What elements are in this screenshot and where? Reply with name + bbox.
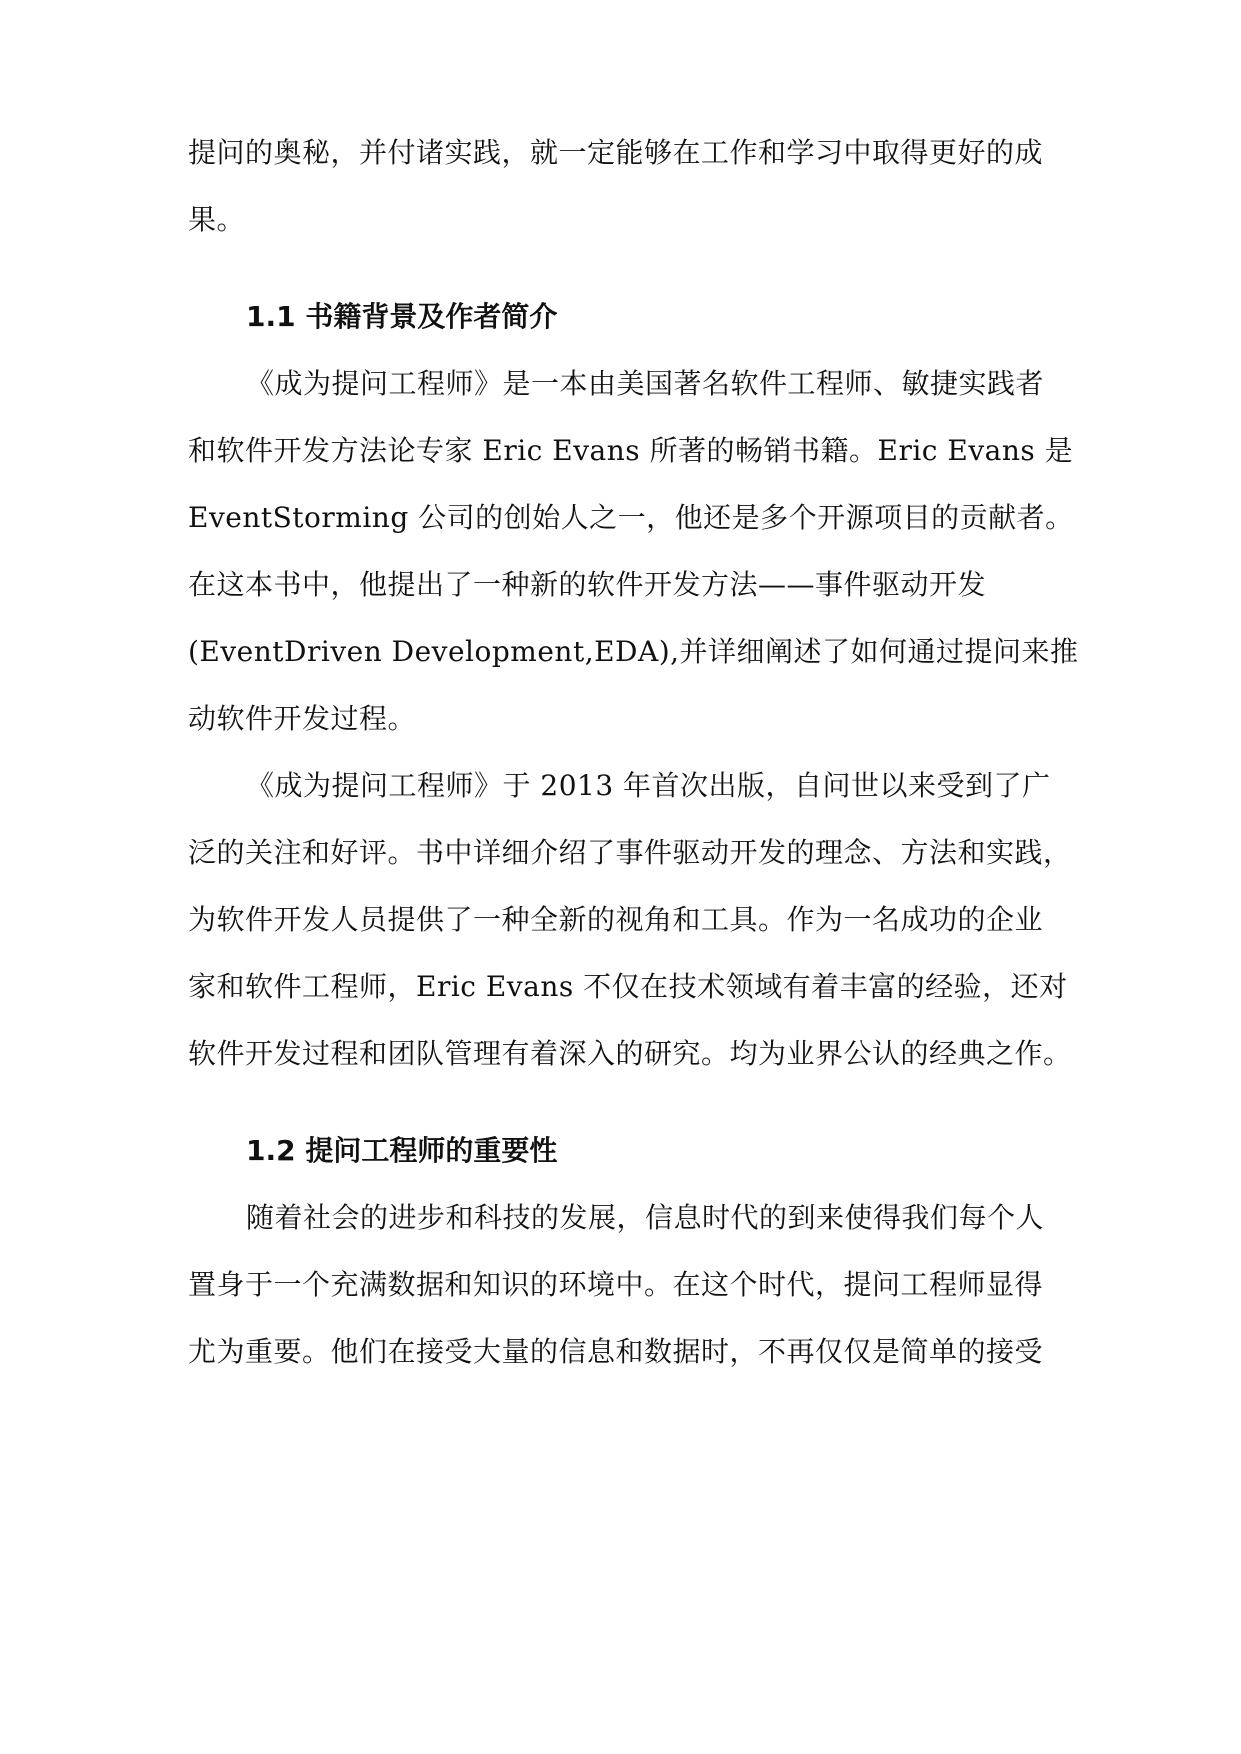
section-1-para-2-line-1: 《成为提问工程师》于 2013 年首次出版，自问世以来受到了广 (246, 769, 1051, 802)
section-1-para-1-line-5: (EventDriven Development,EDA),并详细阐述了如何通过提问来推 (188, 635, 1079, 668)
section-1-para-2-line-2: 泛的关注和好评。书中详细介绍了事件驱动开发的理念、方法和实践， (188, 836, 1072, 869)
section-1-heading: 1.1 书籍背景及作者简介 (246, 300, 558, 333)
section-2-para-1-line-3: 尤为重要。他们在接受大量的信息和数据时，不再仅仅是简单的接受 (188, 1335, 1044, 1368)
section-1-para-2-line-3: 为软件开发人员提供了一种全新的视角和工具。作为一名成功的企业 (188, 903, 1044, 936)
section-2-para-1-line-2: 置身于一个充满数据和知识的环境中。在这个时代，提问工程师显得 (188, 1268, 1044, 1301)
section-1-para-1-line-2: 和软件开发方法论专家 Eric Evans 所著的畅销书籍。Eric Evans 是 (188, 434, 1074, 467)
section-1-para-1-line-6: 动软件开发过程。 (188, 702, 417, 735)
intro-line-2: 果。 (188, 203, 246, 236)
section-1-para-1-line-1: 《成为提问工程师》是一本由美国著名软件工程师、敏捷实践者 (246, 367, 1045, 400)
section-1-para-1-line-4: 在这本书中，他提出了一种新的软件开发方法——事件驱动开发 (188, 568, 987, 601)
section-1-para-2-line-4: 家和软件工程师，Eric Evans 不仅在技术领域有着丰富的经验，还对 (188, 970, 1068, 1003)
section-1-para-2-line-5: 软件开发过程和团队管理有着深入的研究。均为业界公认的经典之作。 (188, 1037, 1072, 1070)
section-1-para-1-line-3: EventStorming 公司的创始人之一，他还是多个开源项目的贡献者。 (188, 501, 1074, 534)
section-2-para-1-line-1: 随着社会的进步和科技的发展，信息时代的到来使得我们每个人 (246, 1201, 1045, 1234)
section-2-heading: 1.2 提问工程师的重要性 (246, 1134, 558, 1167)
intro-line-1: 提问的奥秘，并付诸实践，就一定能够在工作和学习中取得更好的成 (188, 136, 1044, 169)
